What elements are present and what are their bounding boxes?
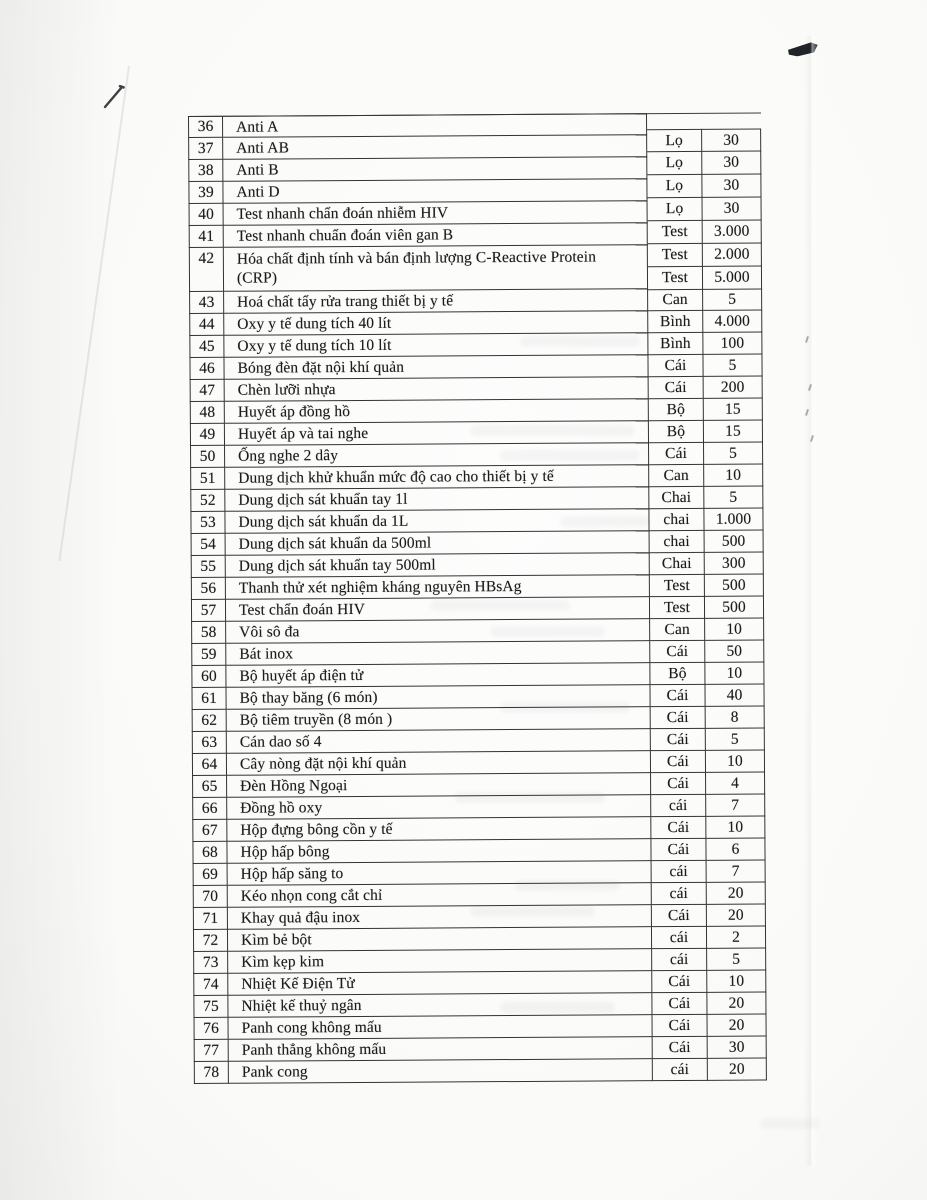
quantity-cell: 2 — [707, 926, 766, 948]
unit-qty-pair — [651, 816, 765, 839]
row-number-cell: 78 — [194, 1062, 229, 1084]
unit-cell: Chai — [649, 487, 704, 509]
item-name-cell: Hộp hấp săng to — [228, 861, 652, 886]
item-name-cell: Bộ huyết áp điện tử — [226, 663, 650, 688]
unit-cell: Bộ — [649, 399, 704, 421]
item-name-cell: Vôi sô đa — [226, 619, 650, 644]
item-name-cell: Cây nòng đặt nội khí quản — [227, 751, 651, 776]
quantity-cell: 15 — [704, 420, 763, 442]
quantity-cell: 30 — [702, 151, 761, 174]
quantity-cell: 5 — [704, 486, 763, 508]
unit-cell: Cái — [648, 355, 703, 377]
row-number-cell: 72 — [193, 930, 228, 952]
unit-qty-pair — [649, 464, 763, 487]
item-name-cell: Oxy y tế dung tích 10 lít — [224, 333, 648, 358]
item-name-cell: Anti D — [223, 179, 647, 204]
item-name-cell: Test chẩn đoán HIV — [226, 597, 650, 622]
unit-qty-pair — [652, 992, 766, 1015]
row-number-cell: 55 — [191, 556, 226, 578]
quantity-cell: 30 — [702, 174, 761, 197]
unit-cell: Can — [650, 619, 705, 641]
row-number-cell: 43 — [189, 292, 224, 314]
row-number-cell: 71 — [193, 908, 228, 930]
quantity-cell: 7 — [706, 794, 765, 816]
unit-qty-pair — [648, 332, 762, 355]
unit-qty-pair — [651, 750, 765, 773]
unit-qty-pair — [653, 1036, 767, 1059]
row-number-cell: 47 — [190, 380, 225, 402]
quantity-cell: 20 — [707, 882, 766, 904]
quantity-cell: 50 — [705, 640, 764, 662]
item-name-cell: Pank cong — [229, 1059, 653, 1084]
unit-cell: Chai — [650, 553, 705, 575]
row-number-cell: 70 — [193, 886, 228, 908]
unit-qty-pair — [650, 618, 764, 641]
item-name-cell: Dung dịch sát khuẩn tay 500ml — [226, 553, 650, 578]
row-number-cell: 69 — [193, 864, 228, 886]
unit-qty-pair — [652, 970, 766, 993]
quantity-cell: 5 — [707, 948, 766, 970]
item-name-cell: Đồng hồ oxy — [227, 795, 651, 820]
row-number-cell: 68 — [192, 842, 227, 864]
unit-cell: Test — [650, 575, 705, 597]
item-name-cell: Hộp đựng bông cồn y tế — [227, 817, 651, 842]
row-number-cell: 45 — [189, 336, 224, 358]
item-name-cell: Nhiệt kế thuỷ ngân — [228, 993, 652, 1018]
item-name-cell: Dung dịch sát khuẩn da 500ml — [226, 531, 650, 556]
row-number-cell: 59 — [191, 644, 226, 666]
unit-qty-pair — [650, 596, 764, 619]
quantity-cell: 3.000 — [703, 220, 762, 243]
unit-qty-pair — [649, 508, 763, 531]
row-number-cell: 65 — [192, 776, 227, 798]
unit-cell: cái — [652, 949, 707, 971]
quantity-cell: 500 — [705, 574, 764, 596]
unit-cell: Test — [648, 244, 703, 267]
quantity-cell: 30 — [702, 128, 761, 151]
unit-cell: Cái — [651, 707, 706, 729]
unit-cell: Bình — [648, 311, 703, 333]
quantity-cell: 200 — [704, 376, 763, 398]
unit-qty-pair — [651, 706, 765, 729]
row-number-cell: 67 — [192, 820, 227, 842]
unit-cell: Test — [648, 267, 703, 290]
quantity-cell: 2.000 — [703, 243, 762, 266]
unit-qty-pair — [652, 948, 766, 971]
item-name-cell: Ống nghe 2 dây — [225, 443, 649, 468]
binder-clip-mark — [106, 42, 165, 75]
unit-cell: Lọ — [647, 152, 702, 175]
item-name-cell: Kìm bẻ bột — [228, 927, 652, 952]
unit-cell: Lọ — [647, 175, 702, 198]
quantity-cell: 10 — [707, 970, 766, 992]
item-name-cell: Cán dao số 4 — [227, 729, 651, 754]
unit-cell: cái — [652, 883, 707, 905]
quantity-cell: 5 — [704, 442, 763, 464]
unit-cell: cái — [652, 927, 707, 949]
unit-qty-pair — [650, 574, 764, 597]
unit-cell: Cái — [651, 773, 706, 795]
unit-cell: Cái — [653, 1015, 708, 1037]
item-name-cell: Anti AB — [223, 135, 647, 160]
unit-qty-pair — [648, 266, 762, 290]
row-number-cell: 73 — [193, 952, 228, 974]
unit-qty-pair — [650, 530, 764, 553]
unit-qty-pair — [651, 794, 765, 817]
item-name-cell: Anti A — [223, 113, 647, 138]
unit-cell: Cái — [652, 993, 707, 1015]
unit-qty-pair — [649, 420, 763, 443]
quantity-cell: 15 — [704, 398, 763, 420]
unit-cell: Cái — [651, 751, 706, 773]
item-name-cell: Khay quả đậu inox — [228, 905, 652, 930]
unit-qty-pair — [651, 728, 765, 751]
item-name-cell: Thanh thử xét nghiệm kháng nguyên HBsAg — [226, 575, 650, 600]
unit-qty-pair — [652, 882, 766, 905]
row-number-cell: 40 — [189, 204, 224, 226]
row-number-cell: 58 — [191, 622, 226, 644]
item-name-cell: Dung dịch sát khuẩn da 1L — [225, 509, 649, 534]
item-name-cell: Kìm kẹp kim — [228, 949, 652, 974]
unit-qty-pair — [650, 662, 764, 685]
unit-cell: Cái — [652, 905, 707, 927]
quantity-cell: 4.000 — [703, 310, 762, 332]
row-number-cell: 61 — [191, 688, 226, 710]
unit-cell: chai — [650, 531, 705, 553]
quantity-cell: 30 — [708, 1036, 767, 1058]
quantity-cell: 500 — [705, 530, 764, 552]
row-number-cell: 38 — [188, 160, 223, 182]
quantity-cell: 8 — [706, 706, 765, 728]
row-number-cell: 50 — [190, 446, 225, 468]
unit-qty-pair — [652, 926, 766, 949]
unit-cell: Can — [649, 465, 704, 487]
unit-cell: Cái — [650, 685, 705, 707]
unit-qty-pair — [649, 376, 763, 399]
quantity-cell: 1.000 — [704, 508, 763, 530]
item-name-cell: Hoá chất tẩy rửa trang thiết bị y tế — [224, 289, 648, 314]
table-row — [194, 1058, 767, 1083]
row-number-cell: 57 — [191, 600, 226, 622]
item-name-cell: Đèn Hồng Ngoại — [227, 773, 651, 798]
item-name-cell: Hộp hấp bông — [227, 839, 651, 864]
row-number-cell: 54 — [191, 534, 226, 556]
table-row — [189, 244, 762, 291]
quantity-cell: 5 — [706, 728, 765, 750]
row-number-cell: 75 — [193, 996, 228, 1018]
row-number-cell: 53 — [190, 512, 225, 534]
quantity-cell: 10 — [705, 618, 764, 640]
unit-qty-pair — [650, 684, 764, 707]
row-number-cell: 52 — [190, 490, 225, 512]
quantity-cell: 10 — [706, 750, 765, 772]
row-number-cell: 56 — [191, 578, 226, 600]
item-name-cell: Chèn lưỡi nhựa — [225, 377, 649, 402]
quantity-cell: 30 — [703, 197, 762, 220]
item-name-cell: Bộ thay băng (6 món) — [226, 685, 650, 710]
unit-cell: Cái — [650, 641, 705, 663]
row-number-cell: 48 — [190, 402, 225, 424]
item-name-cell: Hóa chất định tính và bán định lượng C-Reactive Protein (CRP) — [224, 245, 648, 292]
page-edge-line — [58, 66, 129, 561]
quantity-cell: 10 — [706, 816, 765, 838]
unit-cell: Cái — [652, 971, 707, 993]
row-number-cell: 49 — [190, 424, 225, 446]
row-number-cell: 74 — [193, 974, 228, 996]
quantity-cell: 5.000 — [703, 266, 762, 289]
unit-qty-pair — [653, 1058, 767, 1081]
row-number-cell: 64 — [192, 754, 227, 776]
item-name-cell: Test nhanh chuẩn đoán viên gan B — [224, 223, 648, 248]
unit-qty-pair — [649, 442, 763, 465]
unit-qty-pair — [649, 486, 763, 509]
unit-cell: cái — [651, 795, 706, 817]
quantity-cell: 7 — [707, 860, 766, 882]
item-name-cell: Panh thẳng không mấu — [229, 1037, 653, 1062]
unit-cell: Cái — [649, 443, 704, 465]
unit-cell: Can — [648, 289, 703, 311]
quantity-cell: 20 — [707, 904, 766, 926]
unit-cell: Cái — [653, 1037, 708, 1059]
item-name-cell: Huyết áp và tai nghe — [225, 421, 649, 446]
unit-qty-pair — [650, 640, 764, 663]
unit-qty-pair — [651, 772, 765, 795]
quantity-cell: 10 — [705, 662, 764, 684]
row-number-cell: 39 — [188, 182, 223, 204]
item-name-cell: Test nhanh chẩn đoán nhiễm HIV — [224, 201, 648, 226]
unit-cell: Bộ — [649, 421, 704, 443]
row-number-cell: 51 — [190, 468, 225, 490]
row-number-cell: 76 — [194, 1018, 229, 1040]
quantity-cell: 4 — [706, 772, 765, 794]
row-number-cell: 63 — [192, 732, 227, 754]
item-name-cell: Panh cong không mấu — [229, 1015, 653, 1040]
inventory-table — [188, 112, 767, 1083]
quantity-cell: 5 — [703, 354, 762, 376]
quantity-cell: 300 — [705, 552, 764, 574]
quantity-cell: 20 — [708, 1014, 767, 1036]
page-crease — [804, 36, 818, 1166]
item-name-cell: Bát inox — [226, 641, 650, 666]
item-name-cell: Huyết áp đồng hồ — [225, 399, 649, 424]
row-number-cell: 46 — [189, 358, 224, 380]
unit-qty-pair — [648, 310, 762, 333]
unit-cell: chai — [649, 509, 704, 531]
unit-cell: Cái — [651, 729, 706, 751]
row-number-cell: 66 — [192, 798, 227, 820]
quantity-cell: 100 — [703, 332, 762, 354]
unit-qty-pair — [648, 354, 762, 377]
unit-cell: Test — [648, 221, 703, 244]
pen-check-mark — [93, 83, 127, 117]
item-name-cell: Bộ tiêm truyền (8 món ) — [227, 707, 651, 732]
row-number-cell: 41 — [189, 226, 224, 248]
row-number-cell: 44 — [189, 314, 224, 336]
item-name-cell: Dung dịch khử khuẩn mức độ cao cho thiết bị y tế — [225, 465, 649, 490]
quantity-cell: 5 — [703, 288, 762, 310]
item-name-cell: Oxy y tế dung tích 40 lít — [224, 311, 648, 336]
quantity-cell: 20 — [708, 1058, 767, 1080]
unit-qty-pair — [648, 288, 762, 311]
row-number-cell: 62 — [192, 710, 227, 732]
unit-cell: cái — [653, 1059, 708, 1081]
unit-qty-pair — [652, 860, 766, 883]
unit-qty-pair — [651, 838, 765, 861]
unit-cell: Lọ — [647, 129, 702, 152]
unit-cell: cái — [652, 861, 707, 883]
item-name-cell: Kéo nhọn cong cắt chỉ — [228, 883, 652, 908]
item-name-cell: Nhiệt Kế Điện Tử — [228, 971, 652, 996]
item-name-cell: Bóng đèn đặt nội khí quản — [224, 355, 648, 380]
quantity-cell: 40 — [705, 684, 764, 706]
quantity-cell: 500 — [705, 596, 764, 618]
row-number-cell: 36 — [188, 116, 223, 138]
row-number-cell: 37 — [188, 138, 223, 160]
unit-cell: Bộ — [650, 663, 705, 685]
unit-cell: Cái — [649, 377, 704, 399]
quantity-cell: 10 — [704, 464, 763, 486]
row-number-cell: 60 — [191, 666, 226, 688]
unit-qty-pair — [653, 1014, 767, 1037]
quantity-cell: 20 — [707, 992, 766, 1014]
unit-qty-pair — [650, 552, 764, 575]
unit-qty-pair — [649, 398, 763, 421]
item-name-cell: Anti B — [223, 157, 647, 182]
unit-cell: Cái — [651, 817, 706, 839]
quantity-cell: 6 — [706, 838, 765, 860]
unit-cell: Lọ — [648, 198, 703, 221]
unit-cell: Cái — [651, 839, 706, 861]
unit-cell: Bình — [648, 333, 703, 355]
unit-cell: Test — [650, 597, 705, 619]
item-name-cell: Dung dịch sát khuẩn tay 1l — [225, 487, 649, 512]
row-number-cell: 42 — [189, 248, 224, 292]
row-number-cell: 77 — [194, 1040, 229, 1062]
unit-qty-pair — [652, 904, 766, 927]
